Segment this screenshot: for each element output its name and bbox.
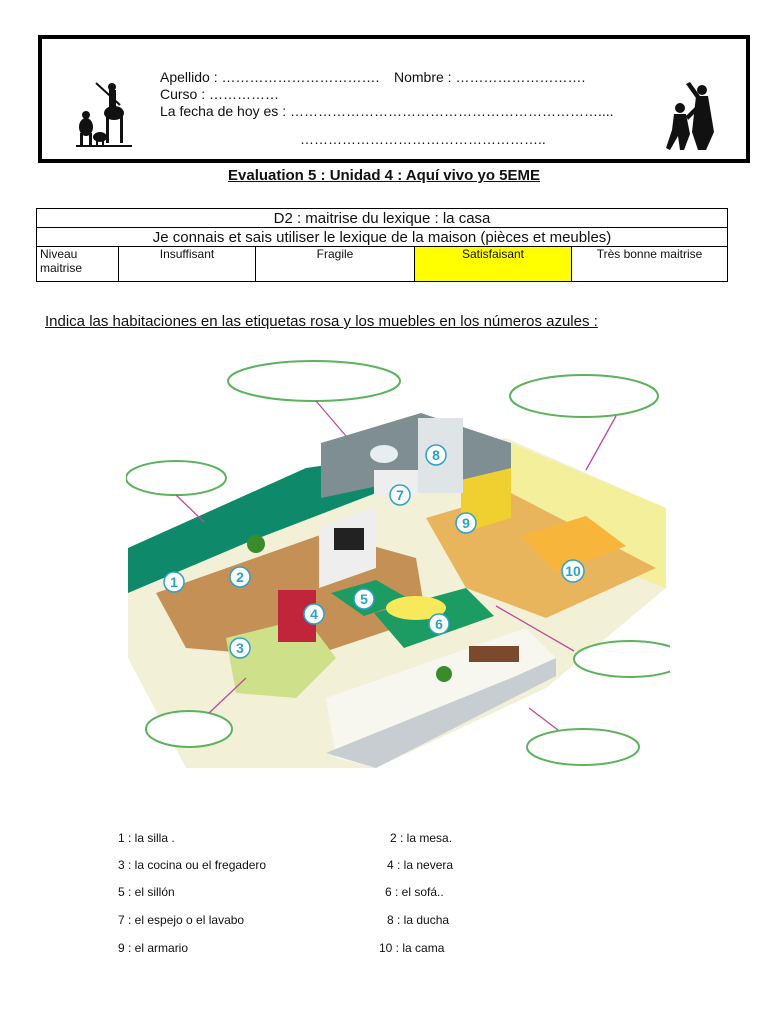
evaluation-table <box>36 208 728 282</box>
vocab-item-5: 5 : el sillón <box>118 885 175 899</box>
tv-icon <box>334 528 364 550</box>
fecha-field-continuation[interactable]: …………………………………………….. <box>300 131 546 147</box>
number-2: 2 <box>236 569 244 585</box>
fecha-field[interactable]: La fecha de hoy es : ………………………………………………………….... <box>160 103 614 119</box>
room-label-4[interactable] <box>574 641 670 677</box>
vocab-item-3: 3 : la cocina ou el fregadero <box>118 858 267 872</box>
number-1: 1 <box>170 574 178 590</box>
terrace-plant-icon <box>436 666 452 682</box>
instruction-text: Indica las habitaciones en las etiquetas rosa y los muebles en los números azules : <box>45 313 598 330</box>
number-7: 7 <box>396 487 404 503</box>
number-5: 5 <box>360 591 368 607</box>
level-insuffisant[interactable]: Insuffisant <box>119 247 256 282</box>
apellido-field[interactable]: Apellido : ……………………………. <box>160 69 380 85</box>
number-4: 4 <box>310 606 318 622</box>
room-label-3[interactable] <box>126 461 226 495</box>
vocab-item-7: 7 : el espejo o el lavabo <box>118 913 245 927</box>
competence-descriptor: Je connais et sais utiliser le lexique de la maison (pièces et meubles) <box>37 228 728 247</box>
plant-icon <box>247 535 265 553</box>
room-label-2[interactable] <box>510 375 658 417</box>
house-floorplan-illustration <box>126 358 670 783</box>
dancers-silhouette-icon <box>662 80 722 152</box>
number-6: 6 <box>435 616 443 632</box>
terrace-bench-icon <box>469 646 519 662</box>
number-3: 3 <box>236 640 244 656</box>
vocab-item-1: 1 : la silla . <box>118 831 175 845</box>
level-satisfaisant[interactable]: Satisfaisant <box>415 247 572 282</box>
level-tres-bonne[interactable]: Très bonne maitrise <box>572 247 728 282</box>
room-label-5[interactable] <box>146 711 232 747</box>
number-9: 9 <box>462 515 470 531</box>
level-fragile[interactable]: Fragile <box>256 247 415 282</box>
vocab-item-10: 10 : la cama <box>379 941 445 955</box>
vocab-item-4: 4 : la nevera <box>387 858 454 872</box>
competence-title: D2 : maitrise du lexique : la casa <box>37 209 728 228</box>
vocab-item-2: 2 : la mesa. <box>390 831 453 845</box>
vocab-item-6: 6 : el sofá.. <box>385 885 444 899</box>
don-quixote-silhouette-icon <box>70 75 136 150</box>
number-8: 8 <box>432 447 440 463</box>
number-10: 10 <box>565 563 581 579</box>
room-label-6[interactable] <box>527 729 639 765</box>
vocab-item-9: 9 : el armario <box>118 941 189 955</box>
room-label-1[interactable] <box>228 361 400 401</box>
level-header: Niveau maitrise <box>37 247 119 282</box>
vocab-item-8: 8 : la ducha <box>387 913 450 927</box>
curso-field[interactable]: Curso : …………… <box>160 86 280 102</box>
mirror-icon <box>370 445 398 463</box>
nombre-field[interactable]: Nombre : ………………………. <box>394 69 586 85</box>
page-title: Evaluation 5 : Unidad 4 : Aquí vivo yo 5EME <box>228 167 540 184</box>
